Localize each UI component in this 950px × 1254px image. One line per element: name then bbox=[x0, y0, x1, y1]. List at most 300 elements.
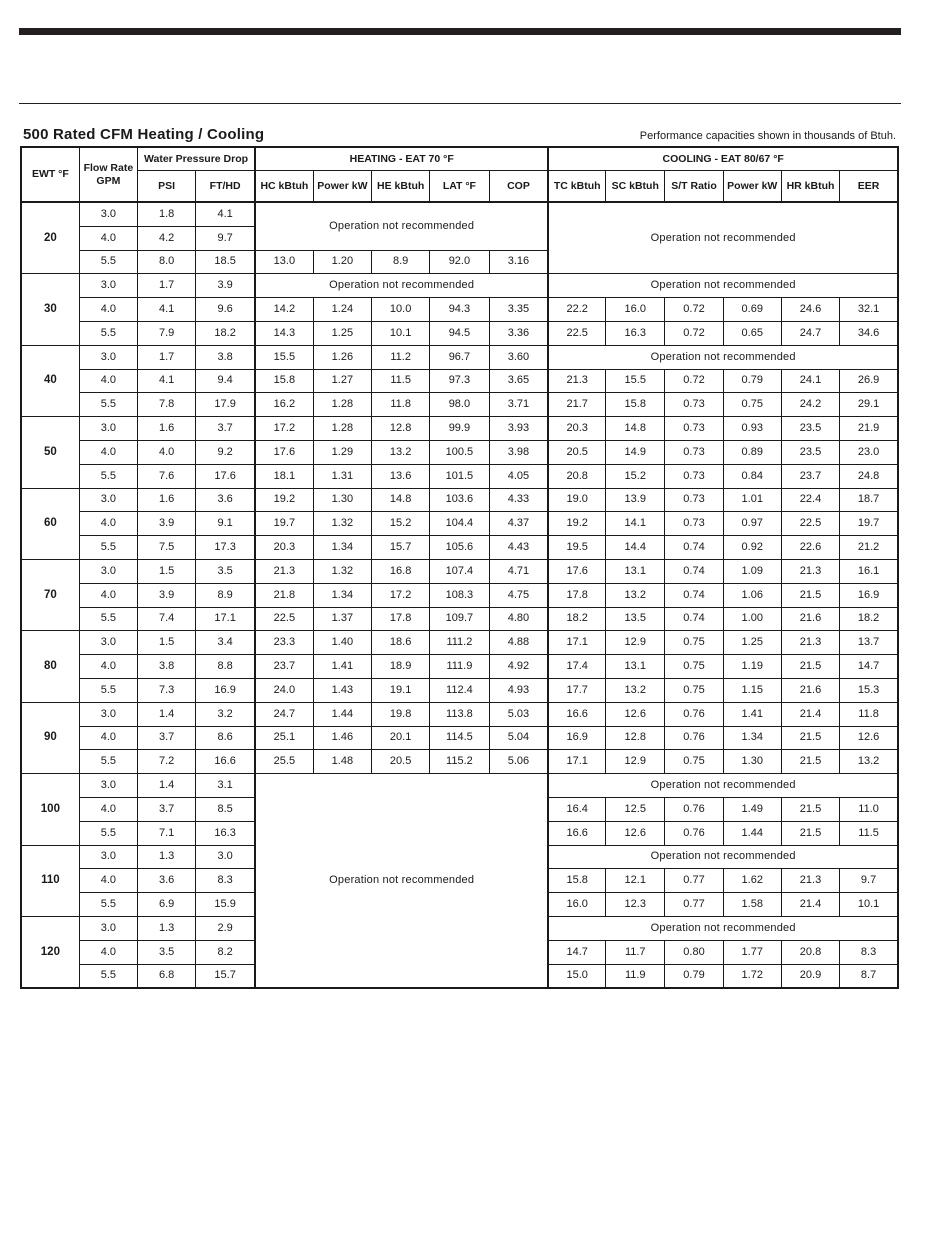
hr-cell: 21.5 bbox=[781, 655, 839, 679]
tc-cell: 22.5 bbox=[548, 321, 605, 345]
hr-cell: 22.5 bbox=[781, 512, 839, 536]
cooling-not-recommended: Operation not recommended bbox=[548, 845, 898, 869]
tc-cell: 14.7 bbox=[548, 940, 605, 964]
heating-power-cell: 1.25 bbox=[313, 321, 371, 345]
hc-cell: 21.3 bbox=[255, 559, 313, 583]
eer-cell: 15.3 bbox=[840, 678, 898, 702]
cooling-power-cell: 1.06 bbox=[723, 583, 781, 607]
hc-cell: 13.0 bbox=[255, 250, 313, 274]
he-cell: 11.2 bbox=[372, 345, 430, 369]
cooling-not-recommended: Operation not recommended bbox=[548, 774, 898, 798]
table-row bbox=[21, 583, 898, 607]
lat-cell: 103.6 bbox=[430, 488, 489, 512]
psi-cell: 7.5 bbox=[138, 536, 196, 560]
st-ratio-cell: 0.77 bbox=[665, 869, 723, 893]
st-ratio-cell: 0.76 bbox=[665, 797, 723, 821]
eer-cell: 26.9 bbox=[840, 369, 898, 393]
table-row bbox=[21, 440, 898, 464]
cop-cell: 4.71 bbox=[489, 559, 548, 583]
cooling-power-cell: 0.97 bbox=[723, 512, 781, 536]
heating-power-cell: 1.32 bbox=[313, 512, 371, 536]
psi-cell: 7.1 bbox=[138, 821, 196, 845]
sc-cell: 12.8 bbox=[606, 726, 665, 750]
ft-hd-cell: 17.6 bbox=[196, 464, 255, 488]
ft-hd-cell: 3.6 bbox=[196, 488, 255, 512]
ewt-cell: 100 bbox=[21, 774, 79, 845]
eer-cell: 8.7 bbox=[840, 964, 898, 988]
cop-cell: 4.75 bbox=[489, 583, 548, 607]
ft-hd-cell: 16.3 bbox=[196, 821, 255, 845]
sc-cell: 15.8 bbox=[606, 393, 665, 417]
he-cell: 12.8 bbox=[372, 417, 430, 441]
cooling-power-cell: 1.41 bbox=[723, 702, 781, 726]
psi-cell: 1.5 bbox=[138, 631, 196, 655]
sc-cell: 14.8 bbox=[606, 417, 665, 441]
sc-cell: 15.5 bbox=[606, 369, 665, 393]
hr-cell: 23.5 bbox=[781, 440, 839, 464]
cooling-power-cell: 1.62 bbox=[723, 869, 781, 893]
lat-cell: 109.7 bbox=[430, 607, 489, 631]
psi-cell: 3.9 bbox=[138, 583, 196, 607]
gpm-cell: 5.5 bbox=[79, 964, 137, 988]
psi-cell: 7.9 bbox=[138, 321, 196, 345]
psi-cell: 4.2 bbox=[138, 226, 196, 250]
heating-not-recommended: Operation not recommended bbox=[255, 774, 548, 989]
st-ratio-cell: 0.73 bbox=[665, 464, 723, 488]
header-lat: LAT °F bbox=[430, 171, 489, 203]
gpm-cell: 4.0 bbox=[79, 583, 137, 607]
eer-cell: 34.6 bbox=[840, 321, 898, 345]
cop-cell: 3.16 bbox=[489, 250, 548, 274]
sc-cell: 14.4 bbox=[606, 536, 665, 560]
cop-cell: 3.98 bbox=[489, 440, 548, 464]
st-ratio-cell: 0.75 bbox=[665, 750, 723, 774]
top-rule-bar bbox=[19, 28, 901, 35]
cooling-power-cell: 1.00 bbox=[723, 607, 781, 631]
header-eer: EER bbox=[840, 171, 898, 203]
cooling-power-cell: 0.79 bbox=[723, 369, 781, 393]
psi-cell: 3.9 bbox=[138, 512, 196, 536]
hc-cell: 22.5 bbox=[255, 607, 313, 631]
cooling-not-recommended: Operation not recommended bbox=[548, 274, 898, 298]
header-psi: PSI bbox=[138, 171, 196, 203]
hc-cell: 24.0 bbox=[255, 678, 313, 702]
cooling-not-recommended: Operation not recommended bbox=[548, 345, 898, 369]
cooling-power-cell: 1.15 bbox=[723, 678, 781, 702]
lat-cell: 97.3 bbox=[430, 369, 489, 393]
psi-cell: 1.6 bbox=[138, 488, 196, 512]
cooling-power-cell: 1.49 bbox=[723, 797, 781, 821]
ft-hd-cell: 9.7 bbox=[196, 226, 255, 250]
table-row bbox=[21, 321, 898, 345]
st-ratio-cell: 0.73 bbox=[665, 393, 723, 417]
table-row bbox=[21, 678, 898, 702]
sc-cell: 12.9 bbox=[606, 631, 665, 655]
table-row bbox=[21, 655, 898, 679]
gpm-cell: 3.0 bbox=[79, 274, 137, 298]
ft-hd-cell: 15.7 bbox=[196, 964, 255, 988]
sc-cell: 12.5 bbox=[606, 797, 665, 821]
hr-cell: 20.8 bbox=[781, 940, 839, 964]
lat-cell: 100.5 bbox=[430, 440, 489, 464]
he-cell: 10.0 bbox=[372, 298, 430, 322]
gpm-cell: 5.5 bbox=[79, 607, 137, 631]
hr-cell: 21.6 bbox=[781, 607, 839, 631]
psi-cell: 3.7 bbox=[138, 797, 196, 821]
table-row bbox=[21, 726, 898, 750]
cop-cell: 4.92 bbox=[489, 655, 548, 679]
hc-cell: 19.7 bbox=[255, 512, 313, 536]
ft-hd-cell: 8.9 bbox=[196, 583, 255, 607]
top-divider-line bbox=[19, 103, 901, 104]
heating-power-cell: 1.26 bbox=[313, 345, 371, 369]
st-ratio-cell: 0.74 bbox=[665, 583, 723, 607]
eer-cell: 14.7 bbox=[840, 655, 898, 679]
ft-hd-cell: 9.2 bbox=[196, 440, 255, 464]
psi-cell: 7.2 bbox=[138, 750, 196, 774]
hc-cell: 15.5 bbox=[255, 345, 313, 369]
st-ratio-cell: 0.75 bbox=[665, 631, 723, 655]
lat-cell: 99.9 bbox=[430, 417, 489, 441]
psi-cell: 4.0 bbox=[138, 440, 196, 464]
st-ratio-cell: 0.74 bbox=[665, 536, 723, 560]
table-row bbox=[21, 369, 898, 393]
hc-cell: 25.5 bbox=[255, 750, 313, 774]
gpm-cell: 5.5 bbox=[79, 678, 137, 702]
psi-cell: 4.1 bbox=[138, 369, 196, 393]
sc-cell: 11.9 bbox=[606, 964, 665, 988]
eer-cell: 32.1 bbox=[840, 298, 898, 322]
psi-cell: 7.4 bbox=[138, 607, 196, 631]
cooling-power-cell: 1.19 bbox=[723, 655, 781, 679]
psi-cell: 8.0 bbox=[138, 250, 196, 274]
st-ratio-cell: 0.79 bbox=[665, 964, 723, 988]
ft-hd-cell: 9.4 bbox=[196, 369, 255, 393]
ft-hd-cell: 3.5 bbox=[196, 559, 255, 583]
header-he: HE kBtuh bbox=[372, 171, 430, 203]
gpm-cell: 5.5 bbox=[79, 536, 137, 560]
cop-cell: 5.06 bbox=[489, 750, 548, 774]
heating-not-recommended: Operation not recommended bbox=[255, 274, 548, 298]
gpm-cell: 3.0 bbox=[79, 202, 137, 226]
tc-cell: 18.2 bbox=[548, 607, 605, 631]
gpm-cell: 3.0 bbox=[79, 417, 137, 441]
he-cell: 17.8 bbox=[372, 607, 430, 631]
tc-cell: 19.2 bbox=[548, 512, 605, 536]
ewt-cell: 50 bbox=[21, 417, 79, 488]
tc-cell: 17.4 bbox=[548, 655, 605, 679]
hr-cell: 22.6 bbox=[781, 536, 839, 560]
header-tc: TC kBtuh bbox=[548, 171, 605, 203]
psi-cell: 7.8 bbox=[138, 393, 196, 417]
he-cell: 16.8 bbox=[372, 559, 430, 583]
hr-cell: 24.7 bbox=[781, 321, 839, 345]
gpm-cell: 3.0 bbox=[79, 559, 137, 583]
sc-cell: 14.1 bbox=[606, 512, 665, 536]
he-cell: 20.5 bbox=[372, 750, 430, 774]
cop-cell: 4.43 bbox=[489, 536, 548, 560]
heating-power-cell: 1.41 bbox=[313, 655, 371, 679]
cooling-power-cell: 1.30 bbox=[723, 750, 781, 774]
cooling-not-recommended: Operation not recommended bbox=[548, 202, 898, 274]
he-cell: 19.1 bbox=[372, 678, 430, 702]
hc-cell: 16.2 bbox=[255, 393, 313, 417]
cop-cell: 3.65 bbox=[489, 369, 548, 393]
hc-cell: 15.8 bbox=[255, 369, 313, 393]
eer-cell: 11.5 bbox=[840, 821, 898, 845]
cop-cell: 3.60 bbox=[489, 345, 548, 369]
psi-cell: 1.3 bbox=[138, 845, 196, 869]
psi-cell: 3.5 bbox=[138, 940, 196, 964]
gpm-cell: 4.0 bbox=[79, 797, 137, 821]
table-row bbox=[21, 607, 898, 631]
tc-cell: 17.6 bbox=[548, 559, 605, 583]
he-cell: 11.8 bbox=[372, 393, 430, 417]
psi-cell: 6.8 bbox=[138, 964, 196, 988]
gpm-cell: 3.0 bbox=[79, 774, 137, 798]
psi-cell: 3.7 bbox=[138, 726, 196, 750]
table-row bbox=[21, 774, 898, 798]
tc-cell: 16.0 bbox=[548, 893, 605, 917]
eer-cell: 9.7 bbox=[840, 869, 898, 893]
eer-cell: 8.3 bbox=[840, 940, 898, 964]
gpm-cell: 5.5 bbox=[79, 393, 137, 417]
cooling-power-cell: 1.72 bbox=[723, 964, 781, 988]
gpm-cell: 4.0 bbox=[79, 226, 137, 250]
heating-power-cell: 1.28 bbox=[313, 393, 371, 417]
heating-power-cell: 1.32 bbox=[313, 559, 371, 583]
gpm-cell: 3.0 bbox=[79, 916, 137, 940]
ft-hd-cell: 15.9 bbox=[196, 893, 255, 917]
st-ratio-cell: 0.76 bbox=[665, 726, 723, 750]
heating-power-cell: 1.44 bbox=[313, 702, 371, 726]
eer-cell: 18.7 bbox=[840, 488, 898, 512]
sc-cell: 13.1 bbox=[606, 559, 665, 583]
hr-cell: 23.5 bbox=[781, 417, 839, 441]
cop-cell: 4.80 bbox=[489, 607, 548, 631]
eer-cell: 11.0 bbox=[840, 797, 898, 821]
ewt-cell: 60 bbox=[21, 488, 79, 559]
gpm-cell: 3.0 bbox=[79, 345, 137, 369]
header-hr: HR kBtuh bbox=[781, 171, 839, 203]
psi-cell: 7.3 bbox=[138, 678, 196, 702]
eer-cell: 11.8 bbox=[840, 702, 898, 726]
heating-power-cell: 1.34 bbox=[313, 583, 371, 607]
cop-cell: 5.04 bbox=[489, 726, 548, 750]
sc-cell: 11.7 bbox=[606, 940, 665, 964]
hr-cell: 21.3 bbox=[781, 631, 839, 655]
cooling-power-cell: 0.93 bbox=[723, 417, 781, 441]
gpm-cell: 4.0 bbox=[79, 512, 137, 536]
table-row bbox=[21, 417, 898, 441]
psi-cell: 3.6 bbox=[138, 869, 196, 893]
sc-cell: 14.9 bbox=[606, 440, 665, 464]
sc-cell: 12.3 bbox=[606, 893, 665, 917]
st-ratio-cell: 0.72 bbox=[665, 321, 723, 345]
eer-cell: 10.1 bbox=[840, 893, 898, 917]
ft-hd-cell: 8.6 bbox=[196, 726, 255, 750]
st-ratio-cell: 0.75 bbox=[665, 655, 723, 679]
st-ratio-cell: 0.80 bbox=[665, 940, 723, 964]
st-ratio-cell: 0.73 bbox=[665, 440, 723, 464]
lat-cell: 107.4 bbox=[430, 559, 489, 583]
ft-hd-cell: 8.8 bbox=[196, 655, 255, 679]
lat-cell: 98.0 bbox=[430, 393, 489, 417]
heating-power-cell: 1.28 bbox=[313, 417, 371, 441]
hc-cell: 23.3 bbox=[255, 631, 313, 655]
gpm-cell: 5.5 bbox=[79, 821, 137, 845]
tc-cell: 19.5 bbox=[548, 536, 605, 560]
table-row bbox=[21, 512, 898, 536]
gpm-cell: 3.0 bbox=[79, 631, 137, 655]
psi-cell: 1.4 bbox=[138, 702, 196, 726]
tc-cell: 15.8 bbox=[548, 869, 605, 893]
heating-power-cell: 1.31 bbox=[313, 464, 371, 488]
table-header bbox=[21, 147, 898, 202]
header-flow-rate: Flow Rate GPM bbox=[79, 147, 137, 202]
sc-cell: 12.9 bbox=[606, 750, 665, 774]
header-water-pressure-drop: Water Pressure Drop bbox=[138, 147, 256, 171]
units-note: Performance capacities shown in thousands of Btuh. bbox=[639, 130, 896, 142]
hc-cell: 19.2 bbox=[255, 488, 313, 512]
ft-hd-cell: 4.1 bbox=[196, 202, 255, 226]
ewt-cell: 80 bbox=[21, 631, 79, 702]
cooling-power-cell: 1.77 bbox=[723, 940, 781, 964]
hc-cell: 14.3 bbox=[255, 321, 313, 345]
table-row bbox=[21, 536, 898, 560]
hr-cell: 22.4 bbox=[781, 488, 839, 512]
gpm-cell: 4.0 bbox=[79, 726, 137, 750]
hr-cell: 20.9 bbox=[781, 964, 839, 988]
heating-power-cell: 1.30 bbox=[313, 488, 371, 512]
gpm-cell: 5.5 bbox=[79, 250, 137, 274]
lat-cell: 105.6 bbox=[430, 536, 489, 560]
hr-cell: 21.5 bbox=[781, 726, 839, 750]
lat-cell: 111.2 bbox=[430, 631, 489, 655]
eer-cell: 13.2 bbox=[840, 750, 898, 774]
cooling-power-cell: 0.89 bbox=[723, 440, 781, 464]
page-title: 500 Rated CFM Heating / Cooling bbox=[23, 126, 265, 143]
hc-cell: 23.7 bbox=[255, 655, 313, 679]
st-ratio-cell: 0.72 bbox=[665, 298, 723, 322]
gpm-cell: 4.0 bbox=[79, 940, 137, 964]
eer-cell: 16.9 bbox=[840, 583, 898, 607]
hr-cell: 21.3 bbox=[781, 869, 839, 893]
hc-cell: 17.6 bbox=[255, 440, 313, 464]
sc-cell: 13.9 bbox=[606, 488, 665, 512]
table-row bbox=[21, 345, 898, 369]
gpm-cell: 3.0 bbox=[79, 845, 137, 869]
table-body bbox=[21, 202, 898, 988]
eer-cell: 19.7 bbox=[840, 512, 898, 536]
ewt-cell: 20 bbox=[21, 202, 79, 274]
header-heating: HEATING - EAT 70 °F bbox=[255, 147, 548, 171]
lat-cell: 94.5 bbox=[430, 321, 489, 345]
sc-cell: 13.5 bbox=[606, 607, 665, 631]
eer-cell: 24.8 bbox=[840, 464, 898, 488]
ewt-cell: 70 bbox=[21, 559, 79, 630]
gpm-cell: 4.0 bbox=[79, 655, 137, 679]
hc-cell: 17.2 bbox=[255, 417, 313, 441]
st-ratio-cell: 0.75 bbox=[665, 678, 723, 702]
lat-cell: 111.9 bbox=[430, 655, 489, 679]
eer-cell: 23.0 bbox=[840, 440, 898, 464]
heating-power-cell: 1.43 bbox=[313, 678, 371, 702]
he-cell: 17.2 bbox=[372, 583, 430, 607]
cop-cell: 4.93 bbox=[489, 678, 548, 702]
he-cell: 20.1 bbox=[372, 726, 430, 750]
gpm-cell: 3.0 bbox=[79, 702, 137, 726]
ft-hd-cell: 2.9 bbox=[196, 916, 255, 940]
eer-cell: 29.1 bbox=[840, 393, 898, 417]
tc-cell: 22.2 bbox=[548, 298, 605, 322]
cop-cell: 4.88 bbox=[489, 631, 548, 655]
ft-hd-cell: 16.9 bbox=[196, 678, 255, 702]
cop-cell: 4.05 bbox=[489, 464, 548, 488]
gpm-cell: 5.5 bbox=[79, 464, 137, 488]
ft-hd-cell: 17.1 bbox=[196, 607, 255, 631]
he-cell: 13.2 bbox=[372, 440, 430, 464]
gpm-cell: 5.5 bbox=[79, 750, 137, 774]
lat-cell: 113.8 bbox=[430, 702, 489, 726]
hc-cell: 25.1 bbox=[255, 726, 313, 750]
cop-cell: 4.37 bbox=[489, 512, 548, 536]
gpm-cell: 3.0 bbox=[79, 488, 137, 512]
cooling-not-recommended: Operation not recommended bbox=[548, 916, 898, 940]
ewt-cell: 40 bbox=[21, 345, 79, 416]
cooling-power-cell: 1.58 bbox=[723, 893, 781, 917]
ft-hd-cell: 8.5 bbox=[196, 797, 255, 821]
tc-cell: 16.6 bbox=[548, 702, 605, 726]
gpm-cell: 5.5 bbox=[79, 321, 137, 345]
lat-cell: 115.2 bbox=[430, 750, 489, 774]
psi-cell: 1.5 bbox=[138, 559, 196, 583]
ft-hd-cell: 16.6 bbox=[196, 750, 255, 774]
psi-cell: 1.3 bbox=[138, 916, 196, 940]
hr-cell: 21.5 bbox=[781, 583, 839, 607]
heating-not-recommended: Operation not recommended bbox=[255, 202, 548, 250]
ft-hd-cell: 8.2 bbox=[196, 940, 255, 964]
he-cell: 15.2 bbox=[372, 512, 430, 536]
tc-cell: 20.8 bbox=[548, 464, 605, 488]
gpm-cell: 4.0 bbox=[79, 298, 137, 322]
sc-cell: 16.0 bbox=[606, 298, 665, 322]
table-row bbox=[21, 393, 898, 417]
heating-power-cell: 1.40 bbox=[313, 631, 371, 655]
header-heating-power: Power kW bbox=[313, 171, 371, 203]
table-row bbox=[21, 559, 898, 583]
heating-power-cell: 1.27 bbox=[313, 369, 371, 393]
header-hc: HC kBtuh bbox=[255, 171, 313, 203]
ewt-cell: 120 bbox=[21, 916, 79, 988]
eer-cell: 13.7 bbox=[840, 631, 898, 655]
ewt-cell: 110 bbox=[21, 845, 79, 916]
eer-cell: 21.2 bbox=[840, 536, 898, 560]
psi-cell: 3.8 bbox=[138, 655, 196, 679]
lat-cell: 114.5 bbox=[430, 726, 489, 750]
st-ratio-cell: 0.74 bbox=[665, 607, 723, 631]
header-cooling: COOLING - EAT 80/67 °F bbox=[548, 147, 898, 171]
sc-cell: 12.6 bbox=[606, 821, 665, 845]
st-ratio-cell: 0.76 bbox=[665, 821, 723, 845]
ft-hd-cell: 17.3 bbox=[196, 536, 255, 560]
st-ratio-cell: 0.73 bbox=[665, 488, 723, 512]
table-row bbox=[21, 274, 898, 298]
cop-cell: 3.93 bbox=[489, 417, 548, 441]
hr-cell: 24.6 bbox=[781, 298, 839, 322]
he-cell: 10.1 bbox=[372, 321, 430, 345]
table-row bbox=[21, 298, 898, 322]
